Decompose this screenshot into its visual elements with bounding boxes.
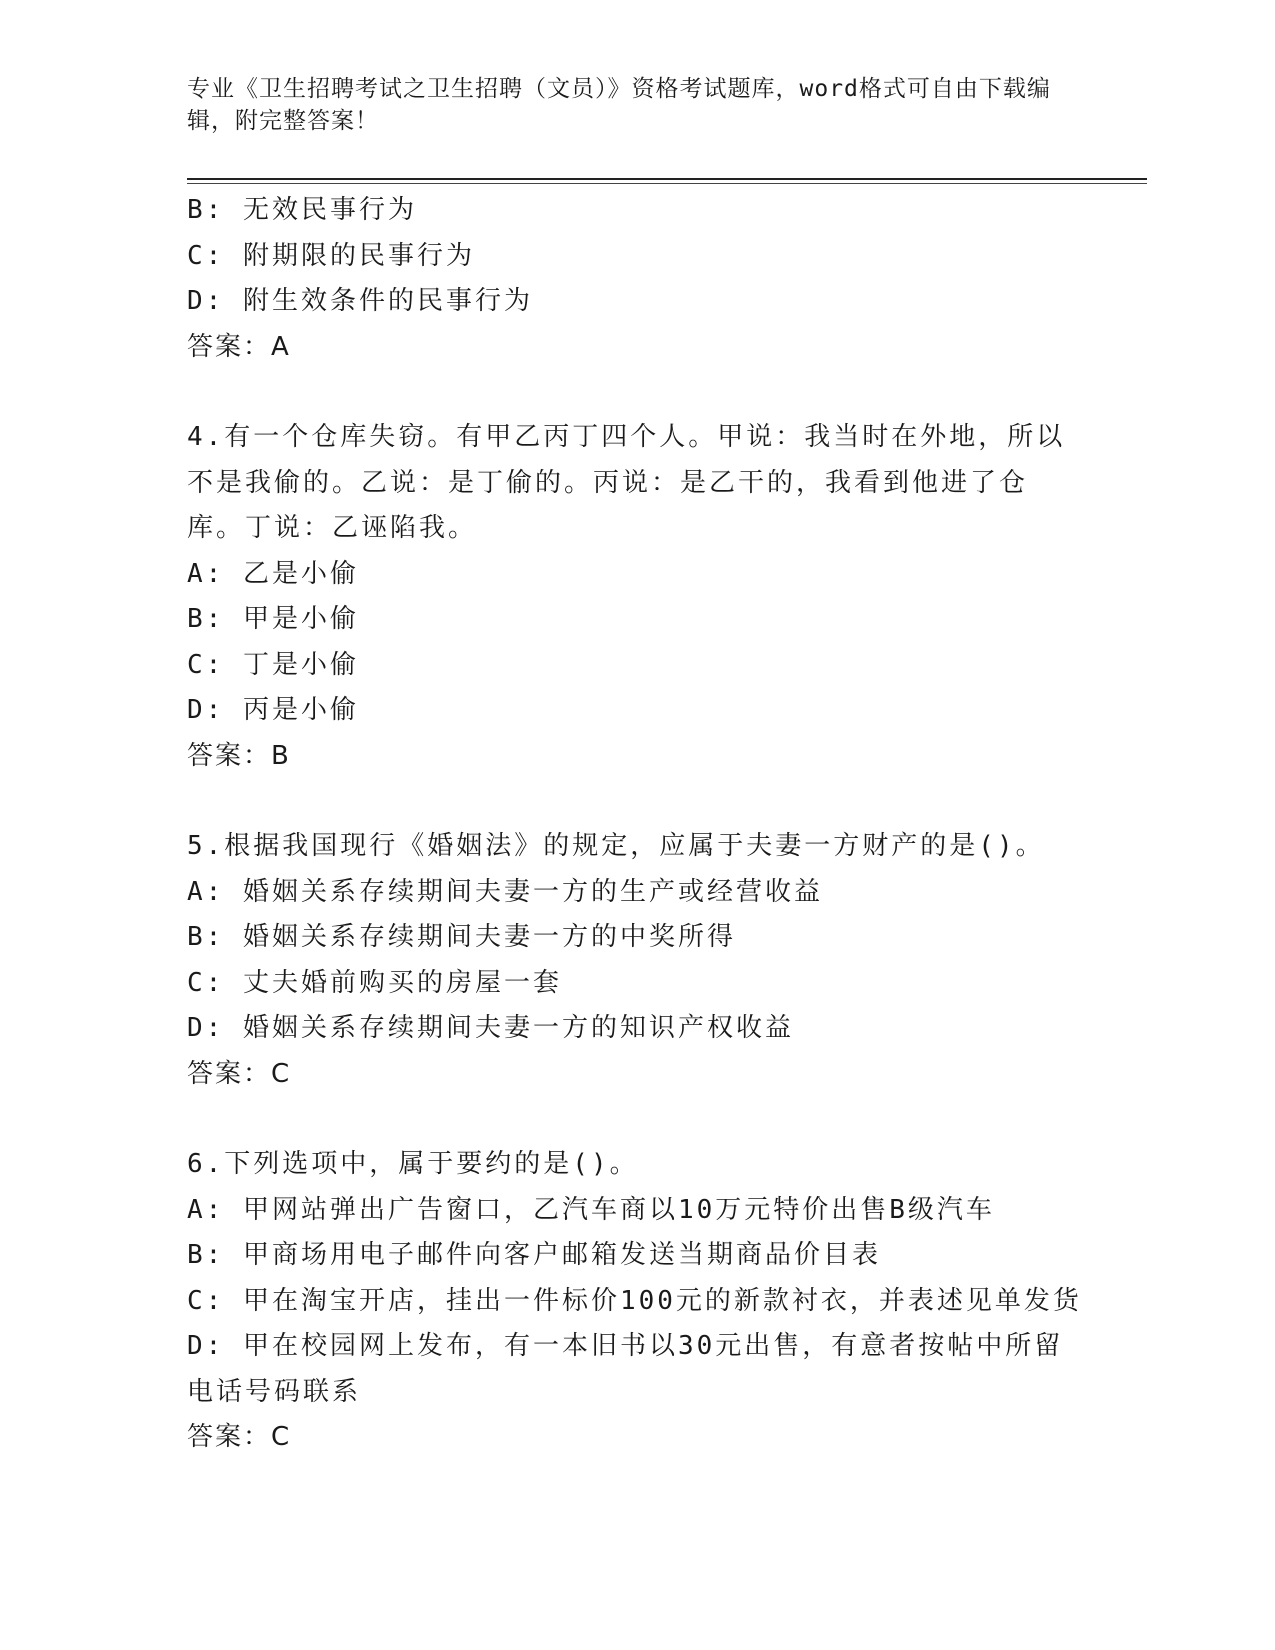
q5-option-c: C: 丈夫婚前购买的房屋一套: [187, 967, 562, 998]
q4-option-d: D: 丙是小偷: [187, 695, 359, 725]
spacer: [187, 370, 1067, 415]
question-4: [187, 415, 1067, 779]
q6-option-c: C: 甲在淘宝开店，挂出一件标价100元的新款衬衣，并表述见单发货: [187, 1285, 1082, 1316]
q4-option-c: C: 丁是小偷: [187, 649, 359, 680]
q3-option-c: C: 附期限的民事行为: [187, 240, 475, 271]
spacer: [187, 1097, 1067, 1142]
header-divider-thin: [187, 183, 1147, 184]
q3-answer: 答案：A: [187, 331, 291, 362]
q5-option-d: D: 婚姻关系存续期间夫妻一方的知识产权收益: [187, 1013, 794, 1043]
q6-option-a: A: 甲网站弹出广告窗口，乙汽车商以10万元特价出售B级汽车: [187, 1194, 995, 1225]
q3-option-d: D: 附生效条件的民事行为: [187, 286, 533, 316]
q4-option-b: B: 甲是小偷: [187, 604, 359, 634]
q5-option-b: B: 婚姻关系存续期间夫妻一方的中奖所得: [187, 922, 736, 952]
q6-option-d: D: 甲在校园网上发布，有一本旧书以30元出售，有意者按帖中所留电话号码联系: [187, 1331, 1064, 1407]
q4-stem: 4.有一个仓库失窃。有甲乙丙丁四个人。甲说：我当时在外地，所以不是我偷的。乙说：是丁偷的。丙说：是乙干的，我看到他进了仓库。丁说：乙诬陷我。: [187, 422, 1066, 543]
q3-option-b: B: 无效民事行为: [187, 195, 417, 225]
q6-option-b: B: 甲商场用电子邮件向客户邮箱发送当期商品价目表: [187, 1240, 881, 1270]
q5-stem: 5.根据我国现行《婚姻法》的规定，应属于夫妻一方财产的是()。: [187, 831, 1045, 861]
q6-answer: 答案：C: [187, 1422, 292, 1452]
question-3: [187, 188, 1067, 370]
q5-option-a: A: 婚姻关系存续期间夫妻一方的生产或经营收益: [187, 876, 823, 907]
q6-stem: 6.下列选项中，属于要约的是()。: [187, 1149, 639, 1179]
q5-answer: 答案：C: [187, 1058, 292, 1089]
question-6: [187, 1142, 1082, 1461]
q4-option-a: A: 乙是小偷: [187, 558, 359, 589]
q4-answer: 答案：B: [187, 740, 291, 771]
header-divider-thick: [187, 178, 1147, 180]
document-header: 专业《卫生招聘考试之卫生招聘（文员）》资格考试题库，word格式可自由下载编辑，附完整答案！: [187, 76, 1051, 134]
question-content: [187, 188, 1082, 1461]
question-5: [187, 824, 1067, 1097]
spacer: [187, 779, 1067, 824]
